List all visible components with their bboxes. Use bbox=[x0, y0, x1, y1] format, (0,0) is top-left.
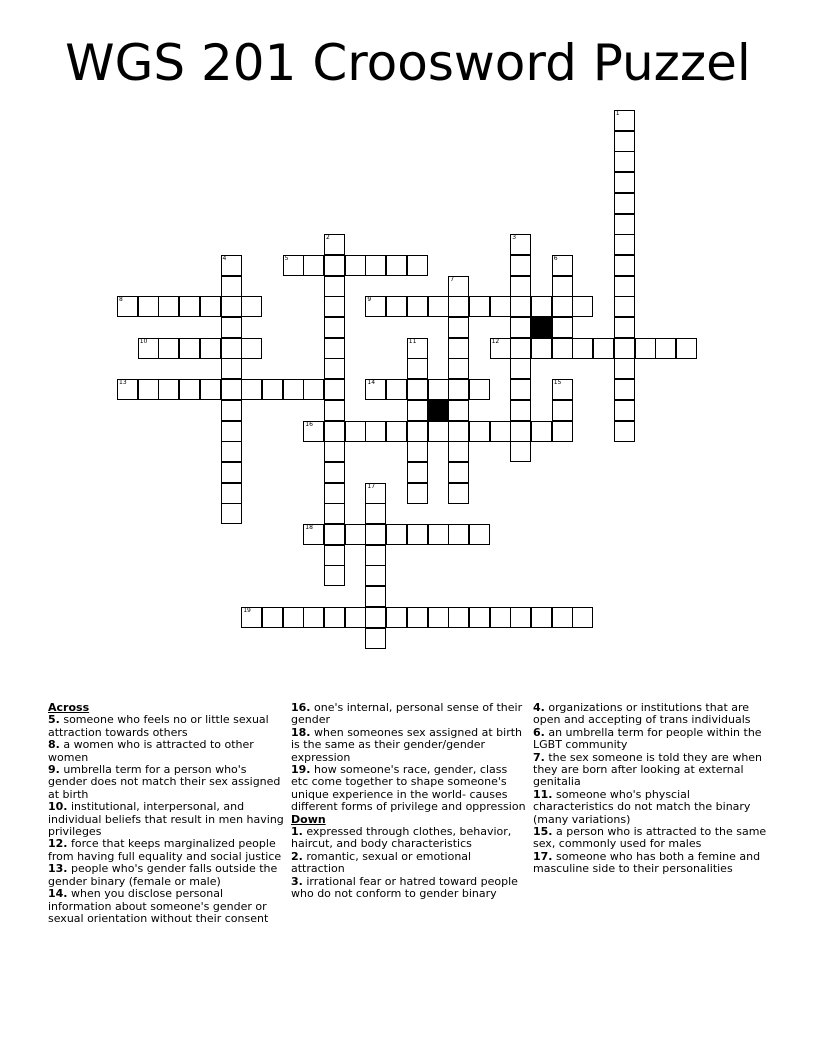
grid-cell[interactable] bbox=[614, 400, 635, 421]
clue-number: 5 bbox=[284, 254, 289, 262]
clue-text: someone who's physcial characteristics do not match the binary (many variations) bbox=[533, 787, 751, 826]
grid-cell[interactable] bbox=[365, 255, 386, 276]
grid-cell[interactable] bbox=[158, 338, 179, 359]
clue-text: one's internal, personal sense of their gender bbox=[291, 701, 523, 727]
clue-number: 8. bbox=[48, 738, 60, 752]
across-clue bbox=[48, 888, 284, 925]
clue-number: 7. bbox=[533, 750, 545, 764]
grid-cell[interactable] bbox=[572, 338, 593, 359]
grid-cell[interactable] bbox=[345, 524, 366, 545]
grid-cell[interactable] bbox=[303, 379, 324, 400]
grid-cell[interactable] bbox=[324, 234, 345, 255]
clue-number: 10. bbox=[48, 800, 68, 814]
clue-number: 3. bbox=[291, 874, 303, 888]
grid-cell[interactable] bbox=[407, 462, 428, 483]
grid-cell[interactable] bbox=[552, 607, 573, 628]
clue-text: when someones sex assigned at birth is the same as their gender/gender expression bbox=[291, 725, 523, 764]
grid-cell[interactable] bbox=[407, 524, 428, 545]
across-clue bbox=[291, 764, 527, 814]
grid-cell[interactable] bbox=[407, 441, 428, 462]
grid-cell[interactable] bbox=[324, 358, 345, 379]
grid-cell[interactable] bbox=[407, 358, 428, 379]
down-clue-list-1 bbox=[291, 826, 527, 900]
grid-cell[interactable] bbox=[593, 338, 614, 359]
grid-cell[interactable] bbox=[158, 379, 179, 400]
clue-number: 9. bbox=[48, 763, 60, 777]
grid-cell[interactable] bbox=[221, 421, 242, 442]
grid-cell[interactable] bbox=[365, 483, 386, 504]
grid-cell[interactable] bbox=[303, 255, 324, 276]
grid-cell[interactable] bbox=[510, 421, 531, 442]
grid-cell[interactable] bbox=[324, 338, 345, 359]
grid-cell[interactable] bbox=[303, 607, 324, 628]
grid-cell[interactable] bbox=[469, 607, 490, 628]
clue-text: a women who is attracted to other women bbox=[48, 738, 254, 764]
grid-cell[interactable] bbox=[490, 607, 511, 628]
grid-cell[interactable] bbox=[324, 565, 345, 586]
clue-number: 8 bbox=[119, 296, 123, 304]
grid-cell[interactable] bbox=[241, 296, 262, 317]
grid-cell[interactable] bbox=[614, 151, 635, 172]
grid-cell[interactable] bbox=[221, 462, 242, 483]
grid-cell[interactable] bbox=[241, 338, 262, 359]
clue-text: romantic, sexual or emotional attraction bbox=[291, 849, 472, 876]
clues-column-1 bbox=[48, 702, 284, 925]
grid-cell[interactable] bbox=[324, 545, 345, 566]
down-clue bbox=[533, 727, 769, 752]
clue-number: 13. bbox=[48, 862, 68, 876]
grid-cell[interactable] bbox=[469, 421, 490, 442]
grid-cell[interactable] bbox=[221, 338, 242, 359]
grid-cell[interactable] bbox=[386, 524, 407, 545]
page-title: WGS 201 Croosword Puzzel bbox=[65, 34, 751, 92]
grid-cell[interactable] bbox=[448, 483, 469, 504]
grid-cell[interactable] bbox=[552, 338, 573, 359]
black-cell bbox=[531, 317, 552, 338]
grid-cell[interactable] bbox=[200, 338, 221, 359]
grid-cell[interactable] bbox=[138, 338, 159, 359]
clue-text: when you disclose personal information about someone's gender or sexual orientation without their consent bbox=[48, 887, 269, 925]
down-clue bbox=[533, 752, 769, 789]
clue-number: 17. bbox=[533, 849, 553, 863]
across-clue bbox=[48, 801, 284, 838]
grid-cell[interactable] bbox=[283, 255, 304, 276]
clue-number: 7 bbox=[450, 275, 455, 283]
grid-cell[interactable] bbox=[490, 421, 511, 442]
grid-cell[interactable] bbox=[490, 296, 511, 317]
grid-cell[interactable] bbox=[448, 296, 469, 317]
clue-text: someone who has both a femine and masculine side to their personalities bbox=[533, 849, 761, 876]
grid-cell[interactable] bbox=[324, 400, 345, 421]
grid-cell[interactable] bbox=[614, 172, 635, 193]
down-clue bbox=[533, 826, 769, 851]
grid-cell[interactable] bbox=[407, 400, 428, 421]
grid-cell[interactable] bbox=[407, 421, 428, 442]
grid-cell[interactable] bbox=[365, 503, 386, 524]
grid-cell[interactable] bbox=[510, 255, 531, 276]
grid-cell[interactable] bbox=[448, 441, 469, 462]
clue-number: 11. bbox=[533, 787, 553, 801]
grid-cell[interactable] bbox=[324, 607, 345, 628]
grid-cell[interactable] bbox=[552, 421, 573, 442]
across-clue-list-1 bbox=[48, 714, 284, 925]
grid-cell[interactable] bbox=[283, 379, 304, 400]
grid-cell[interactable] bbox=[614, 193, 635, 214]
clue-text: people who's gender falls outside the gender binary (female or male) bbox=[48, 862, 278, 888]
down-clue bbox=[533, 851, 769, 876]
grid-cell[interactable] bbox=[407, 607, 428, 628]
clue-number: 10 bbox=[139, 337, 148, 345]
grid-cell[interactable] bbox=[365, 421, 386, 442]
grid-cell[interactable] bbox=[510, 234, 531, 255]
grid-cell[interactable] bbox=[221, 503, 242, 524]
clue-text: organizations or institutions that are open and accepting of trans individuals bbox=[533, 701, 751, 727]
grid-cell[interactable] bbox=[614, 296, 635, 317]
grid-cell[interactable] bbox=[510, 607, 531, 628]
grid-cell[interactable] bbox=[221, 483, 242, 504]
grid-cell[interactable] bbox=[428, 379, 449, 400]
grid-cell[interactable] bbox=[531, 607, 552, 628]
grid-cell[interactable] bbox=[365, 545, 386, 566]
grid-cell[interactable] bbox=[221, 400, 242, 421]
grid-cell[interactable] bbox=[241, 607, 262, 628]
clue-text: institutional, interpersonal, and individual beliefs that result in men having privileges bbox=[48, 800, 284, 839]
grid-cell[interactable] bbox=[365, 586, 386, 607]
grid-cell[interactable] bbox=[531, 296, 552, 317]
clue-number: 14. bbox=[48, 887, 68, 901]
clue-number: 2 bbox=[326, 234, 330, 242]
clues-column-2 bbox=[291, 702, 527, 901]
grid-cell[interactable] bbox=[510, 296, 531, 317]
grid-cell[interactable] bbox=[221, 276, 242, 297]
grid-cell[interactable] bbox=[179, 296, 200, 317]
grid-cell[interactable] bbox=[510, 400, 531, 421]
grid-cell[interactable] bbox=[448, 524, 469, 545]
grid-cell[interactable] bbox=[469, 379, 490, 400]
across-clue-list-2 bbox=[291, 702, 527, 814]
grid-cell[interactable] bbox=[614, 131, 635, 152]
grid-cell[interactable] bbox=[428, 421, 449, 442]
grid-cell[interactable] bbox=[200, 379, 221, 400]
grid-cell[interactable] bbox=[407, 483, 428, 504]
grid-cell[interactable] bbox=[386, 296, 407, 317]
grid-cell[interactable] bbox=[448, 338, 469, 359]
clue-text: an umbrella term for people within the LGBT community bbox=[533, 725, 762, 752]
grid-cell[interactable] bbox=[614, 317, 635, 338]
grid-cell[interactable] bbox=[283, 607, 304, 628]
grid-cell[interactable] bbox=[552, 379, 573, 400]
grid-cell[interactable] bbox=[676, 338, 697, 359]
grid-cell[interactable] bbox=[324, 379, 345, 400]
clue-text: umbrella term for a person who's gender does not match their sex assigned at birth bbox=[48, 763, 281, 801]
clue-number: 1 bbox=[615, 110, 620, 117]
grid-cell[interactable] bbox=[490, 338, 511, 359]
grid-cell[interactable] bbox=[138, 296, 159, 317]
across-clue bbox=[48, 714, 284, 739]
grid-cell[interactable] bbox=[158, 296, 179, 317]
clue-number: 3 bbox=[512, 234, 517, 242]
grid-cell[interactable] bbox=[428, 607, 449, 628]
across-clue bbox=[291, 702, 527, 727]
clue-text: the sex someone is told they are when they are born after looking at external genitalia bbox=[533, 750, 763, 789]
grid-cell[interactable] bbox=[469, 524, 490, 545]
clue-number: 4 bbox=[222, 254, 227, 262]
clue-number: 19 bbox=[243, 606, 251, 614]
grid-cell[interactable] bbox=[365, 565, 386, 586]
clue-number: 12. bbox=[48, 837, 68, 851]
grid-cell[interactable] bbox=[552, 255, 573, 276]
grid-cell[interactable] bbox=[510, 379, 531, 400]
grid-cell[interactable] bbox=[386, 255, 407, 276]
clue-number: 4. bbox=[533, 701, 545, 714]
grid-cell[interactable] bbox=[531, 338, 552, 359]
clue-number: 19. bbox=[291, 763, 311, 777]
grid-cell[interactable] bbox=[345, 255, 366, 276]
grid-cell[interactable] bbox=[552, 296, 573, 317]
down-clue bbox=[291, 876, 527, 901]
grid-cell[interactable] bbox=[552, 317, 573, 338]
clue-number: 17 bbox=[367, 482, 376, 490]
grid-cell[interactable] bbox=[448, 317, 469, 338]
grid-cell[interactable] bbox=[448, 421, 469, 442]
grid-cell[interactable] bbox=[365, 524, 386, 545]
down-clue bbox=[291, 826, 527, 851]
grid-cell[interactable] bbox=[262, 607, 283, 628]
grid-cell[interactable] bbox=[448, 276, 469, 297]
grid-cell[interactable] bbox=[407, 255, 428, 276]
grid-cell[interactable] bbox=[324, 524, 345, 545]
grid-cell[interactable] bbox=[572, 296, 593, 317]
clue-number: 6. bbox=[533, 725, 545, 739]
clue-text: irrational fear or hatred toward people who do not conform to gender binary bbox=[291, 874, 518, 901]
across-clue bbox=[48, 764, 284, 801]
grid-cell[interactable] bbox=[365, 379, 386, 400]
grid-cell[interactable] bbox=[345, 607, 366, 628]
grid-cell[interactable] bbox=[407, 296, 428, 317]
grid-cell[interactable] bbox=[324, 441, 345, 462]
clue-number: 15 bbox=[553, 379, 562, 387]
grid-cell[interactable] bbox=[303, 524, 324, 545]
clue-number: 13 bbox=[119, 379, 127, 387]
grid-cell[interactable] bbox=[138, 379, 159, 400]
grid-cell[interactable] bbox=[510, 338, 531, 359]
grid-cell[interactable] bbox=[572, 607, 593, 628]
clue-number: 18. bbox=[291, 725, 311, 739]
clue-number: 14 bbox=[367, 379, 376, 387]
down-clue bbox=[533, 702, 769, 727]
grid-cell[interactable] bbox=[614, 379, 635, 400]
grid-cell[interactable] bbox=[365, 628, 386, 649]
grid-cell[interactable] bbox=[179, 379, 200, 400]
grid-cell[interactable] bbox=[428, 524, 449, 545]
grid-cell[interactable] bbox=[552, 400, 573, 421]
grid-cell[interactable] bbox=[614, 421, 635, 442]
grid-cell[interactable] bbox=[365, 296, 386, 317]
grid-cell[interactable] bbox=[510, 441, 531, 462]
grid-cell[interactable] bbox=[428, 296, 449, 317]
clue-text: someone who feels no or little sexual attraction towards others bbox=[48, 713, 269, 739]
clue-text: a person who is attracted to the same sex, commonly used for males bbox=[533, 825, 767, 851]
clue-number: 6 bbox=[553, 254, 558, 262]
grid-cell[interactable] bbox=[407, 338, 428, 359]
grid-cell[interactable] bbox=[510, 276, 531, 297]
grid-cell[interactable] bbox=[386, 421, 407, 442]
grid-cell[interactable] bbox=[448, 607, 469, 628]
grid-cell[interactable] bbox=[614, 276, 635, 297]
grid-cell[interactable] bbox=[614, 358, 635, 379]
clue-number: 5. bbox=[48, 713, 60, 727]
clue-number: 1. bbox=[291, 825, 303, 839]
grid-cell[interactable] bbox=[614, 338, 635, 359]
clue-text: expressed through clothes, behavior, haircut, and body characteristics bbox=[291, 825, 512, 851]
grid-cell[interactable] bbox=[655, 338, 676, 359]
grid-cell[interactable] bbox=[221, 296, 242, 317]
grid-cell[interactable] bbox=[324, 296, 345, 317]
grid-cell[interactable] bbox=[324, 317, 345, 338]
grid-cell[interactable] bbox=[635, 338, 656, 359]
clue-number: 16 bbox=[305, 420, 313, 428]
grid-cell[interactable] bbox=[221, 358, 242, 379]
grid-cell[interactable] bbox=[117, 296, 138, 317]
grid-cell[interactable] bbox=[345, 421, 366, 442]
down-clue bbox=[291, 851, 527, 876]
across-clue bbox=[291, 727, 527, 764]
grid-cell[interactable] bbox=[407, 379, 428, 400]
across-heading: Across bbox=[48, 701, 90, 714]
clue-number: 15. bbox=[533, 825, 553, 839]
across-clue bbox=[48, 838, 284, 863]
grid-cell[interactable] bbox=[448, 400, 469, 421]
grid-cell[interactable] bbox=[221, 441, 242, 462]
grid-cell[interactable] bbox=[448, 358, 469, 379]
grid-cell[interactable] bbox=[221, 317, 242, 338]
grid-cell[interactable] bbox=[200, 296, 221, 317]
clue-number: 18 bbox=[305, 524, 313, 531]
black-cell bbox=[428, 400, 449, 421]
grid-cell[interactable] bbox=[448, 462, 469, 483]
grid-cell[interactable] bbox=[303, 421, 324, 442]
grid-cell[interactable] bbox=[221, 255, 242, 276]
grid-cell[interactable] bbox=[324, 503, 345, 524]
grid-cell[interactable] bbox=[552, 276, 573, 297]
grid-cell[interactable] bbox=[510, 358, 531, 379]
grid-cell[interactable] bbox=[386, 607, 407, 628]
down-clue-list-2 bbox=[533, 702, 769, 876]
grid-cell[interactable] bbox=[324, 483, 345, 504]
grid-cell[interactable] bbox=[365, 607, 386, 628]
grid-cell[interactable] bbox=[510, 317, 531, 338]
down-clue bbox=[533, 789, 769, 826]
grid-cell[interactable] bbox=[241, 379, 262, 400]
clue-number: 16. bbox=[291, 701, 311, 714]
grid-cell[interactable] bbox=[448, 379, 469, 400]
clues-column-3 bbox=[533, 702, 769, 876]
clue-number: 12 bbox=[491, 337, 500, 345]
clue-text: force that keeps marginalized people from having full equality and social justice bbox=[48, 837, 282, 863]
clue-number: 2. bbox=[291, 849, 303, 863]
grid-cell[interactable] bbox=[614, 110, 635, 131]
grid-cell[interactable] bbox=[614, 255, 635, 276]
clue-number: 9 bbox=[367, 296, 372, 304]
grid-cell[interactable] bbox=[179, 338, 200, 359]
grid-cell[interactable] bbox=[614, 234, 635, 255]
grid-cell[interactable] bbox=[324, 421, 345, 442]
grid-cell[interactable] bbox=[531, 421, 552, 442]
down-heading: Down bbox=[291, 812, 326, 826]
grid-cell[interactable] bbox=[324, 276, 345, 297]
grid-cell[interactable] bbox=[386, 379, 407, 400]
grid-cell[interactable] bbox=[262, 379, 283, 400]
grid-cell[interactable] bbox=[324, 255, 345, 276]
grid-cell[interactable] bbox=[469, 296, 490, 317]
grid-cell[interactable] bbox=[324, 462, 345, 483]
clue-text: how someone's race, gender, class etc come together to shape someone's unique experience in the world- causes different forms of privilege and oppression bbox=[291, 763, 526, 814]
across-clue bbox=[48, 863, 284, 888]
grid-cell[interactable] bbox=[221, 379, 242, 400]
grid-cell[interactable] bbox=[117, 379, 138, 400]
clue-number: 11 bbox=[408, 337, 417, 345]
across-clue bbox=[48, 739, 284, 764]
grid-cell[interactable] bbox=[614, 214, 635, 235]
